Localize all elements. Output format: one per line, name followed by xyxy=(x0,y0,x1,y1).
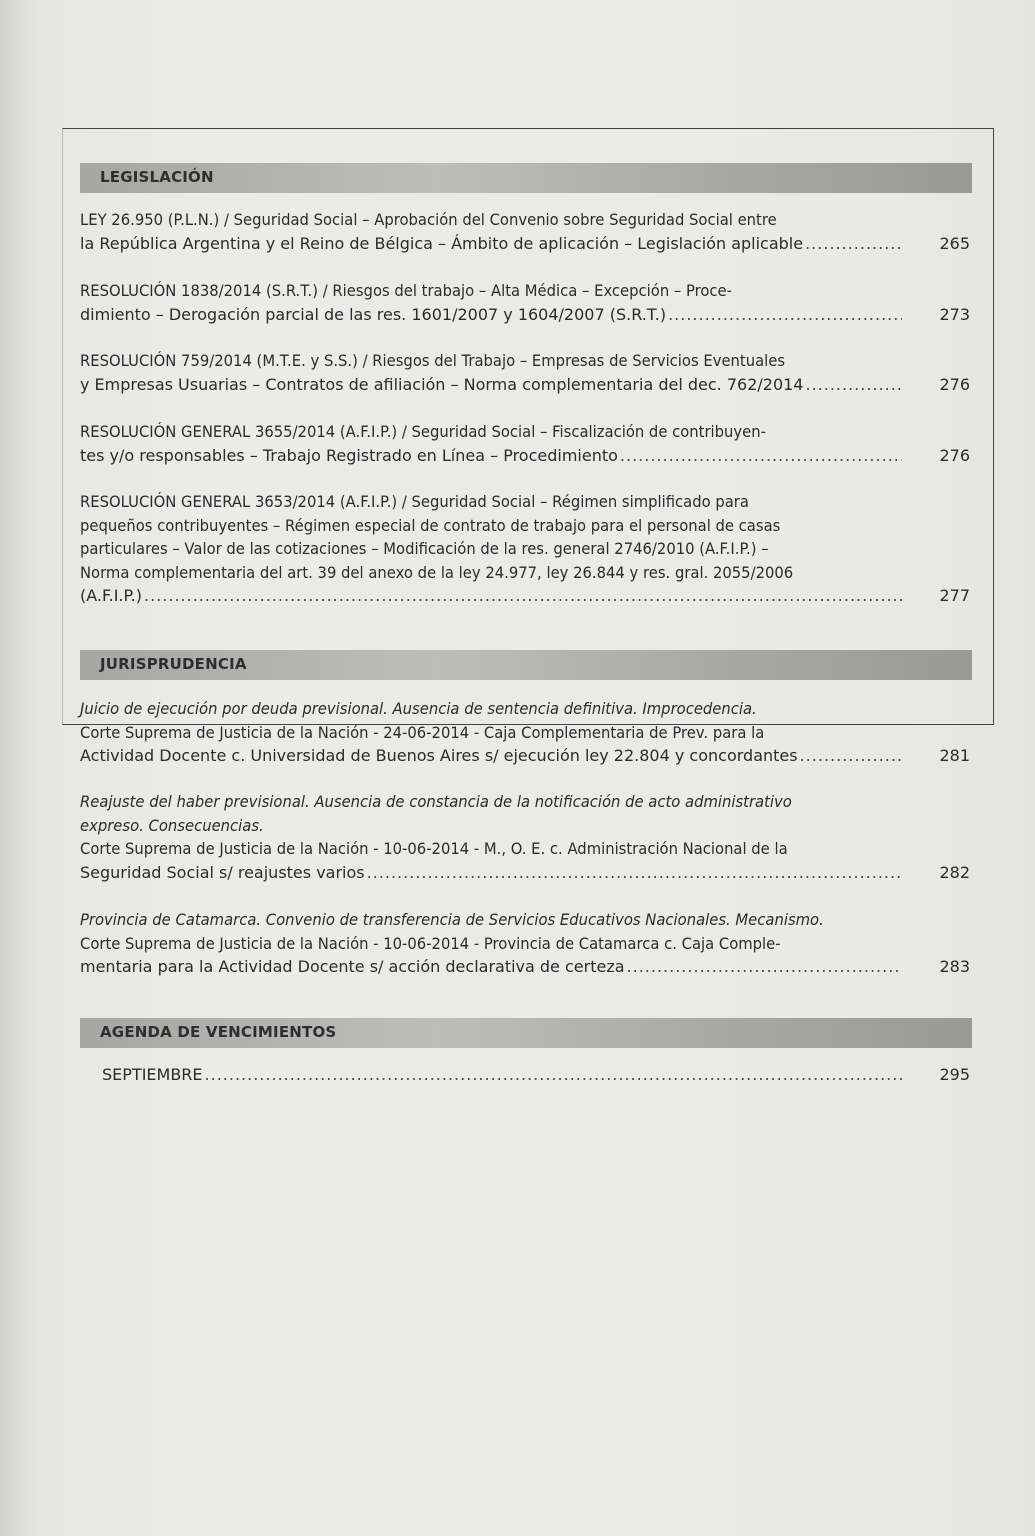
dot-leader xyxy=(668,303,902,327)
dot-leader xyxy=(144,584,902,608)
entry-line: SEPTIEMBRE xyxy=(102,1065,203,1084)
entry-line: Corte Suprema de Justicia de la Nación - 10-06-2014 - M., O. E. c. Administración Nacional de la xyxy=(80,839,788,858)
entry-line: particulares – Valor de las cotizaciones – Modificación de la res. general 2746/2010 (A.F.I.P.) – xyxy=(80,539,769,558)
page-number: 282 xyxy=(939,862,970,882)
toc-entry[interactable] xyxy=(80,349,970,396)
entry-line: tes y/o responsables – Trabajo Registrado en Línea – Procedimiento xyxy=(80,445,618,465)
entry-line: Actividad Docente c. Universidad de Buenos Aires s/ ejecución ley 22.804 y concordantes xyxy=(80,746,798,765)
entry-line: la República Argentina y el Reino de Bélgica – Ámbito de aplicación – Legislación aplicable xyxy=(80,233,804,253)
entry-line: pequeños contribuyentes – Régimen especial de contrato de trabajo para el personal de casas xyxy=(80,515,781,535)
entry-line: y Empresas Usuarias – Contratos de afiliación – Norma complementaria del dec. 762/2014 xyxy=(80,374,804,394)
entry-leader-line xyxy=(80,444,902,468)
toc-entry[interactable] xyxy=(80,279,970,326)
dot-leader xyxy=(805,232,902,256)
entry-line: Norma complementaria del art. 39 del anexo de la ley 24.977, ley 26.844 y res. gral. 2055/2006 xyxy=(80,562,794,582)
entry-line: (A.F.I.P.) xyxy=(80,586,142,605)
toc-entry[interactable] xyxy=(80,420,970,467)
entry-line: RESOLUCIÓN GENERAL 3653/2014 (A.F.I.P.) / Seguridad Social – Régimen simplificado para xyxy=(80,492,749,511)
entry-summary: Provincia de Catamarca. Convenio de transferencia de Servicios Educativos Nacionales. Mecanismo. xyxy=(80,910,824,929)
section-header-jurisprudencia xyxy=(80,650,972,680)
dot-leader xyxy=(205,1063,902,1087)
entry-line: dimiento – Derogación parcial de las res. 1601/2007 y 1604/2007 (S.R.T.) xyxy=(80,304,667,324)
dot-leader xyxy=(805,373,902,397)
toc-entry[interactable] xyxy=(102,1063,970,1087)
entry-summary: expreso. Consecuencias. xyxy=(80,815,264,835)
entry-leader-line xyxy=(80,232,902,256)
toc-entry[interactable] xyxy=(80,790,970,884)
section-title: JURISPRUDENCIA xyxy=(100,655,247,673)
entry-summary: Juicio de ejecución por deuda previsional. Ausencia de sentencia definitiva. Improcedencia. xyxy=(80,699,757,718)
entry-leader-line xyxy=(80,584,902,608)
entry-line: Corte Suprema de Justicia de la Nación - 24-06-2014 - Caja Complementaria de Prev. para la xyxy=(80,722,765,742)
entry-summary: Reajuste del haber previsional. Ausencia de constancia de la notificación de acto administrativo xyxy=(80,792,792,811)
page-number: 281 xyxy=(939,746,970,765)
toc-entry[interactable] xyxy=(80,208,970,255)
section-title: LEGISLACIÓN xyxy=(100,168,214,186)
dot-leader xyxy=(620,444,902,468)
entry-line: LEY 26.950 (P.L.N.) / Seguridad Social – Aprobación del Convenio sobre Seguridad Social entre xyxy=(80,210,777,229)
page-number: 277 xyxy=(939,586,970,605)
dot-leader xyxy=(800,744,902,768)
page-number: 295 xyxy=(939,1065,970,1084)
toc-entry[interactable] xyxy=(80,697,970,768)
entry-leader-line xyxy=(80,744,902,768)
entry-line: RESOLUCIÓN 759/2014 (M.T.E. y S.S.) / Riesgos del Trabajo – Empresas de Servicios Eventuales xyxy=(80,351,786,370)
entry-leader-line xyxy=(80,861,902,885)
toc-entry[interactable] xyxy=(80,490,970,608)
entry-line: mentaria para la Actividad Docente s/ acción declarativa de certeza xyxy=(80,957,625,976)
entry-leader-line xyxy=(102,1063,902,1087)
entry-line: Corte Suprema de Justicia de la Nación - 10-06-2014 - Provincia de Catamarca c. Caja Comple- xyxy=(80,933,781,953)
dot-leader xyxy=(367,861,902,885)
page-number: 265 xyxy=(939,233,970,253)
section-title: AGENDA DE VENCIMIENTOS xyxy=(100,1023,337,1041)
page-number: 283 xyxy=(939,957,970,976)
entry-line: RESOLUCIÓN GENERAL 3655/2014 (A.F.I.P.) / Seguridad Social – Fiscalización de contribuyen- xyxy=(80,422,766,441)
entry-leader-line xyxy=(80,955,902,979)
page-number: 276 xyxy=(939,445,970,465)
entry-line: RESOLUCIÓN 1838/2014 (S.R.T.) / Riesgos del trabajo – Alta Médica – Excepción – Proce- xyxy=(80,281,732,300)
section-header-legislacion xyxy=(80,163,972,193)
entry-leader-line xyxy=(80,303,902,327)
entry-line: Seguridad Social s/ reajustes varios xyxy=(80,862,365,882)
entry-leader-line xyxy=(80,373,902,397)
toc-entry[interactable] xyxy=(80,908,970,979)
section-header-agenda xyxy=(80,1018,972,1048)
page-number: 276 xyxy=(939,374,970,394)
dot-leader xyxy=(627,955,902,979)
page-number: 273 xyxy=(939,304,970,324)
